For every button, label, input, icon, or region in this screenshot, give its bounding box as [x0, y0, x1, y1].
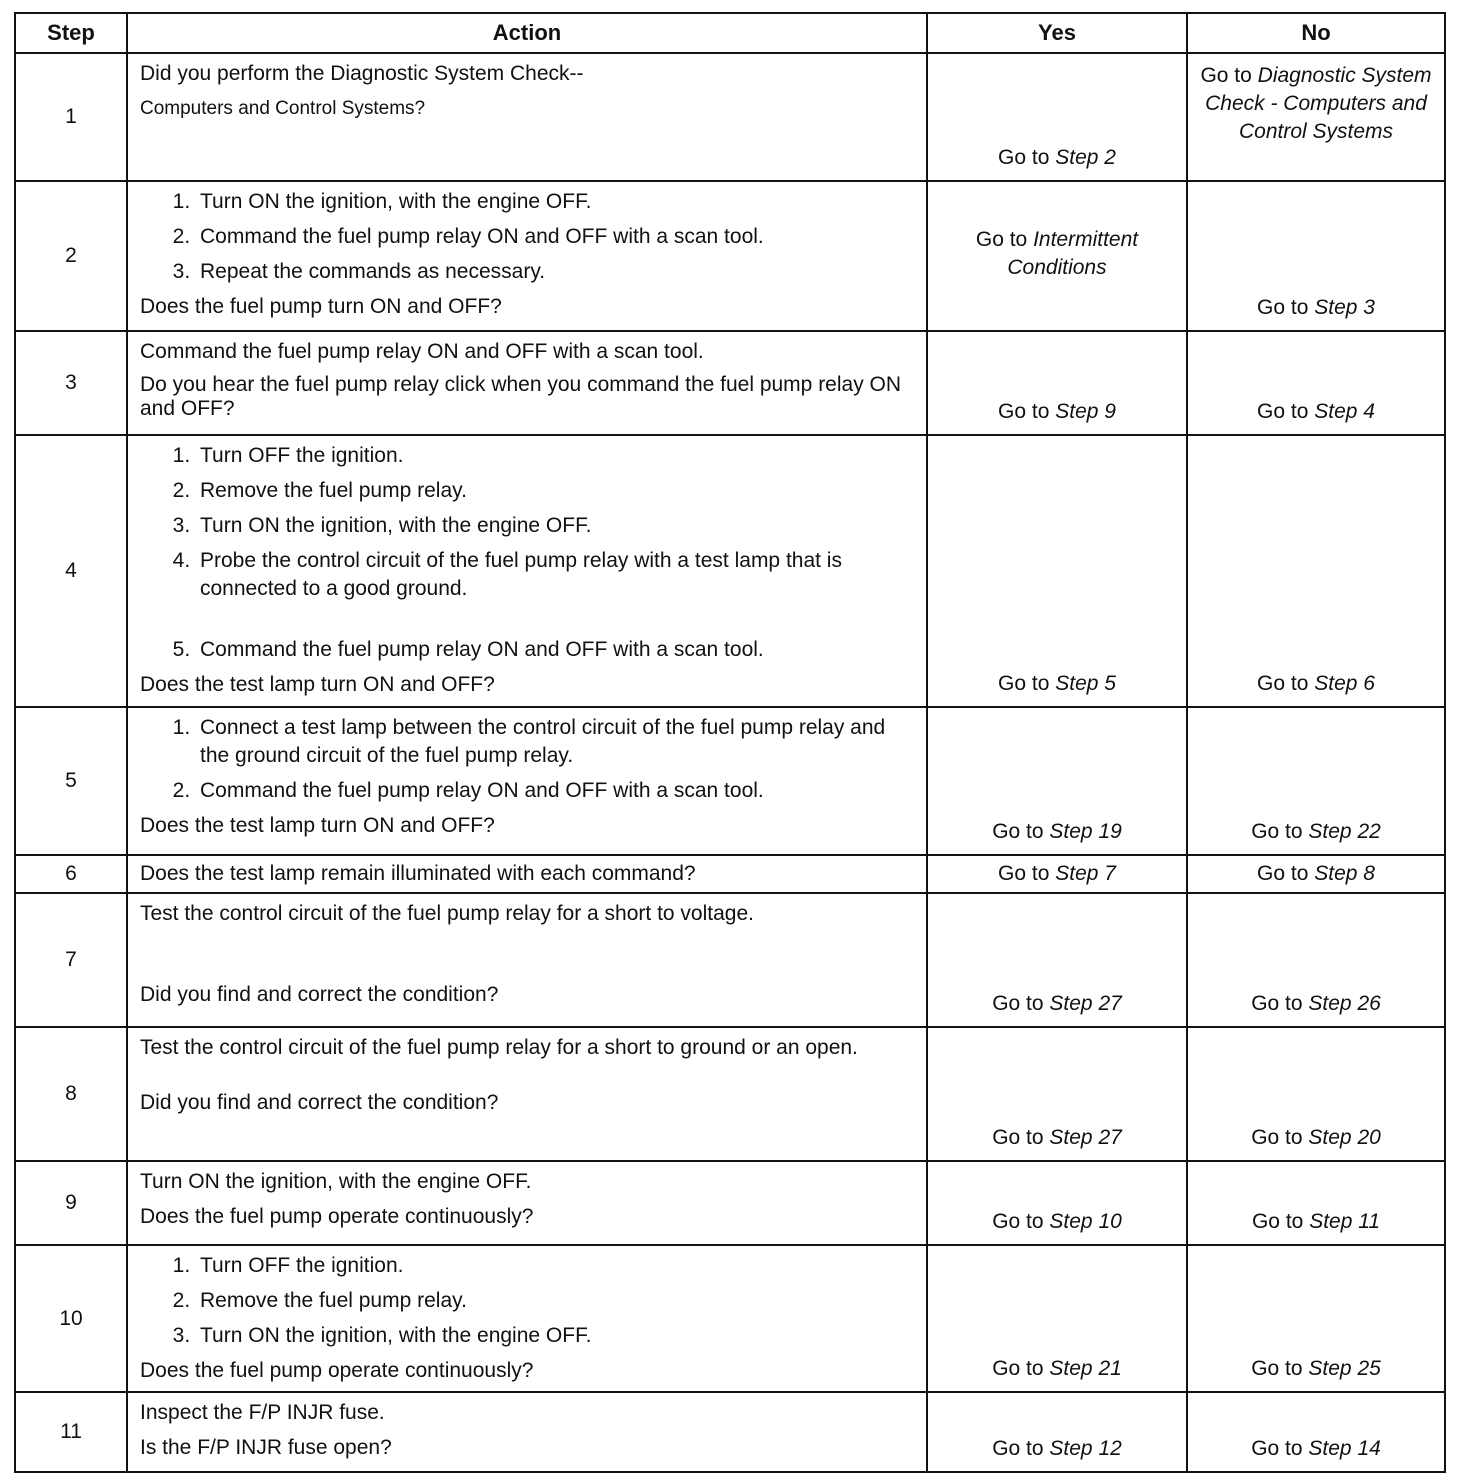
yes-cell: [927, 893, 1187, 1027]
step-number: 11: [15, 1392, 127, 1472]
spacer: [140, 935, 914, 981]
list-item: 3. Turn ON the ignition, with the engine OFF.: [196, 512, 914, 540]
action-cell: [127, 707, 927, 855]
yes-link: Step 2: [1055, 146, 1116, 169]
header-action: Action: [127, 13, 927, 53]
no-cell: [1187, 1161, 1445, 1245]
action-text: Command the fuel pump relay ON and OFF with a scan tool.: [140, 340, 704, 363]
table-row: [15, 1392, 1445, 1472]
yes-cell: [927, 707, 1187, 855]
no-link: Step 11: [1309, 1210, 1381, 1233]
no-cell: [1187, 893, 1445, 1027]
action-question: Is the F/P INJR fuse open?: [140, 1436, 392, 1459]
action-question: Does the fuel pump turn ON and OFF?: [140, 295, 502, 318]
yes-prefix: Go to: [998, 862, 1050, 885]
no-cell: [1187, 855, 1445, 893]
list-item: 2. Command the fuel pump relay ON and OFF with a scan tool.: [196, 223, 914, 251]
no-prefix: Go to: [1251, 992, 1303, 1015]
list-item: 5. Command the fuel pump relay ON and OFF with a scan tool.: [196, 636, 914, 664]
header-yes: Yes: [927, 13, 1187, 53]
list-item: 1. Turn ON the ignition, with the engine OFF.: [196, 188, 914, 216]
yes-cell: [927, 1161, 1187, 1245]
no-prefix: Go to: [1200, 64, 1252, 87]
step-number: 2: [15, 181, 127, 331]
yes-prefix: Go to: [992, 1210, 1044, 1233]
no-prefix: Go to: [1251, 1126, 1303, 1149]
list-item: 2. Command the fuel pump relay ON and OFF with a scan tool.: [196, 777, 914, 805]
no-link: Step 25: [1308, 1357, 1381, 1380]
action-cell: [127, 53, 927, 181]
action-question: Does the test lamp turn ON and OFF?: [140, 814, 495, 837]
yes-cell: [927, 181, 1187, 331]
yes-link: Step 19: [1049, 820, 1122, 843]
action-text: Test the control circuit of the fuel pump relay for a short to ground or an open.: [140, 1036, 858, 1059]
yes-cell: [927, 331, 1187, 435]
list-item: 2. Remove the fuel pump relay.: [196, 1287, 914, 1315]
header-step: Step: [15, 13, 127, 53]
list-item: 2. Remove the fuel pump relay.: [196, 477, 914, 505]
step-number: 10: [15, 1245, 127, 1392]
step-number: 1: [15, 53, 127, 181]
action-cell: [127, 1161, 927, 1245]
action-cell: [127, 1245, 927, 1392]
table-row: [15, 855, 1445, 893]
action-cell: [127, 1027, 927, 1161]
list-item: 3. Repeat the commands as necessary.: [196, 258, 914, 286]
step-number: 3: [15, 331, 127, 435]
table-row: [15, 53, 1445, 181]
diagnostic-table: [14, 12, 1446, 1473]
no-cell: [1187, 1392, 1445, 1472]
yes-cell: [927, 1027, 1187, 1161]
yes-link: Step 7: [1055, 862, 1116, 885]
yes-link: Step 5: [1055, 672, 1116, 695]
no-link: Step 8: [1314, 862, 1375, 885]
action-text: Turn ON the ignition, with the engine OFF.: [140, 1170, 532, 1193]
step-number: 8: [15, 1027, 127, 1161]
yes-prefix: Go to: [992, 1357, 1044, 1380]
no-prefix: Go to: [1257, 862, 1309, 885]
no-prefix: Go to: [1251, 1437, 1303, 1460]
action-question: Does the fuel pump operate continuously?: [140, 1205, 534, 1228]
table-row: [15, 1245, 1445, 1392]
yes-link: Step 12: [1049, 1437, 1122, 1460]
no-prefix: Go to: [1251, 1357, 1303, 1380]
no-link: Step 6: [1314, 672, 1375, 695]
yes-link: Step 10: [1049, 1210, 1122, 1233]
action-cell: [127, 893, 927, 1027]
action-cell: [127, 181, 927, 331]
yes-link: Step 27: [1049, 992, 1122, 1015]
yes-link: Step 9: [1055, 400, 1116, 423]
action-text: Inspect the F/P INJR fuse.: [140, 1401, 385, 1424]
yes-prefix: Go to: [992, 820, 1044, 843]
action-cell: [127, 1392, 927, 1472]
no-cell: [1187, 331, 1445, 435]
no-link: Step 14: [1308, 1437, 1381, 1460]
list-item: 1. Turn OFF the ignition.: [196, 442, 914, 470]
yes-link: Step 21: [1049, 1357, 1122, 1380]
no-cell: [1187, 1245, 1445, 1392]
spacer: [140, 1069, 914, 1089]
action-question: Computers and Control Systems?: [140, 98, 426, 119]
no-prefix: Go to: [1251, 820, 1303, 843]
no-cell: [1187, 435, 1445, 707]
action-steps-list: [140, 188, 914, 286]
no-link: Step 26: [1308, 992, 1381, 1015]
no-cell: [1187, 1027, 1445, 1161]
no-link: Diagnostic System Check - Computers and Control Systems: [1205, 64, 1432, 143]
action-question: Do you hear the fuel pump relay click when you command the fuel pump relay ON and OFF?: [140, 373, 902, 420]
list-item: 1. Turn OFF the ignition.: [196, 1252, 914, 1280]
action-steps-list: [140, 714, 914, 805]
action-cell: [127, 435, 927, 707]
yes-prefix: Go to: [998, 146, 1050, 169]
action-cell: [127, 331, 927, 435]
no-link: Step 22: [1308, 820, 1381, 843]
action-cell: [127, 855, 927, 893]
step-number: 6: [15, 855, 127, 893]
table-row: [15, 893, 1445, 1027]
action-question: Does the fuel pump operate continuously?: [140, 1359, 534, 1382]
yes-prefix: Go to: [992, 992, 1044, 1015]
action-question: Does the test lamp turn ON and OFF?: [140, 673, 495, 696]
table-row: [15, 707, 1445, 855]
table-row: [15, 331, 1445, 435]
no-link: Step 20: [1308, 1126, 1381, 1149]
action-text: Test the control circuit of the fuel pump relay for a short to voltage.: [140, 902, 754, 925]
action-question: Did you perform the Diagnostic System Check--: [140, 62, 584, 85]
no-prefix: Go to: [1257, 296, 1309, 319]
yes-prefix: Go to: [998, 672, 1050, 695]
no-prefix: Go to: [1257, 400, 1309, 423]
step-number: 7: [15, 893, 127, 1027]
no-link: Step 4: [1314, 400, 1375, 423]
yes-cell: [927, 855, 1187, 893]
yes-prefix: Go to: [992, 1437, 1044, 1460]
action-steps-list: [140, 442, 914, 664]
no-link: Step 3: [1314, 296, 1375, 319]
list-item: 3. Turn ON the ignition, with the engine OFF.: [196, 1322, 914, 1350]
yes-cell: [927, 1392, 1187, 1472]
table-row: [15, 181, 1445, 331]
yes-link: Step 27: [1049, 1126, 1122, 1149]
yes-prefix: Go to: [998, 400, 1050, 423]
action-question: Did you find and correct the condition?: [140, 983, 499, 1006]
no-prefix: Go to: [1251, 1210, 1304, 1233]
table-row: [15, 435, 1445, 707]
header-no: No: [1187, 13, 1445, 53]
no-cell: [1187, 181, 1445, 331]
step-number: 4: [15, 435, 127, 707]
action-question: Does the test lamp remain illuminated with each command?: [140, 862, 696, 885]
step-number: 5: [15, 707, 127, 855]
list-item: 1. Connect a test lamp between the control circuit of the fuel pump relay and the ground circuit of the fuel pump relay.: [196, 714, 914, 770]
header-row: [15, 13, 1445, 53]
yes-cell: [927, 435, 1187, 707]
action-question: Did you find and correct the condition?: [140, 1091, 499, 1114]
yes-link: Intermittent Conditions: [1007, 228, 1139, 279]
table-row: [15, 1027, 1445, 1161]
step-number: 9: [15, 1161, 127, 1245]
table-row: [15, 1161, 1445, 1245]
no-cell: [1187, 53, 1445, 181]
action-steps-list: [140, 1252, 914, 1350]
list-item: 4. Probe the control circuit of the fuel pump relay with a test lamp that is connected to a good ground.: [196, 547, 914, 603]
yes-cell: [927, 53, 1187, 181]
yes-prefix: Go to: [975, 228, 1028, 251]
yes-prefix: Go to: [992, 1126, 1044, 1149]
yes-cell: [927, 1245, 1187, 1392]
no-prefix: Go to: [1257, 672, 1309, 695]
no-cell: [1187, 707, 1445, 855]
